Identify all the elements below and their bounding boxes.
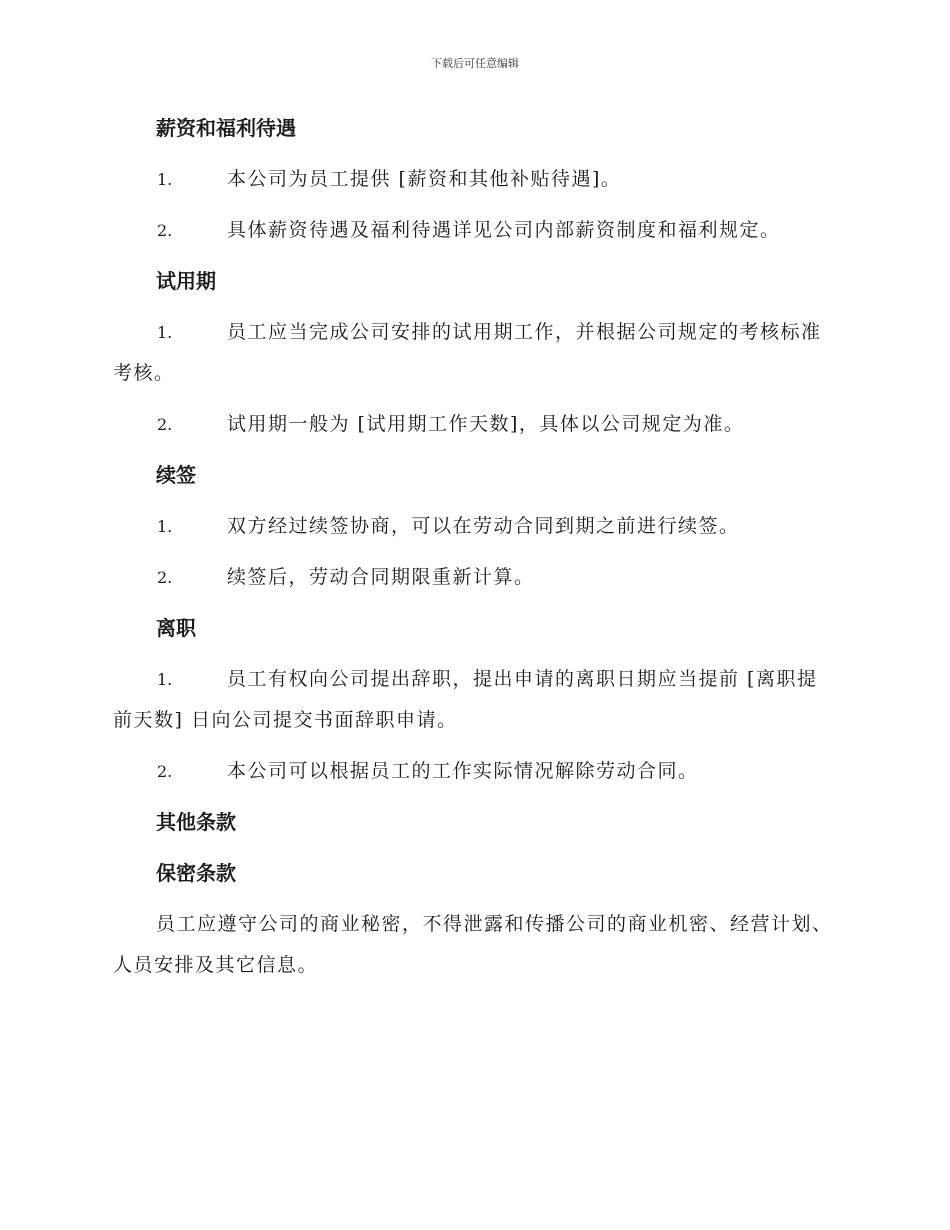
section-heading-salary: 薪资和福利待遇	[156, 116, 296, 140]
list-item	[113, 557, 833, 598]
list-item	[113, 506, 833, 547]
item-number: 1.	[157, 517, 173, 536]
item-text: 双方经过续签协商，可以在劳动合同到期之前进行续签。	[227, 515, 740, 537]
item-text: 员工应当完成公司安排的试用期工作，并根据公司规定的考核标准考核。	[113, 321, 822, 384]
list-item	[113, 404, 833, 445]
item-text: 员工有权向公司提出辞职，提出申请的离职日期应当提前 [离职提前天数] 日向公司提交书面辞职申请。	[113, 668, 818, 731]
item-number: 1.	[157, 670, 173, 689]
item-text: 具体薪资待遇及福利待遇详见公司内部薪资制度和福利规定。	[227, 219, 781, 241]
item-text: 本公司为员工提供 [薪资和其他补贴待遇]。	[227, 168, 622, 190]
section-heading-confidentiality: 保密条款	[156, 861, 236, 885]
list-item	[113, 751, 833, 792]
item-number: 2.	[157, 221, 173, 240]
item-text: 续签后，劳动合同期限重新计算。	[227, 566, 535, 588]
list-item	[113, 659, 833, 741]
item-text: 本公司可以根据员工的工作实际情况解除劳动合同。	[227, 760, 699, 782]
item-number: 2.	[157, 762, 173, 781]
confidentiality-paragraph: 员工应遵守公司的商业秘密，不得泄露和传播公司的商业机密、经营计划、人员安排及其它信息。	[113, 913, 833, 976]
section-heading-other: 其他条款	[156, 810, 236, 834]
list-item	[113, 312, 833, 394]
item-text: 试用期一般为 [试用期工作天数]，具体以公司规定为准。	[227, 413, 745, 435]
section-heading-probation: 试用期	[156, 269, 216, 293]
list-item	[113, 159, 833, 200]
item-number: 1.	[157, 323, 173, 342]
section-heading-renewal: 续签	[156, 463, 196, 487]
list-item	[113, 210, 833, 251]
item-number: 1.	[157, 170, 173, 189]
item-number: 2.	[157, 568, 173, 587]
page-header: 下载后可任意编辑	[431, 57, 519, 70]
document-body	[113, 108, 833, 986]
section-heading-resignation: 离职	[156, 616, 196, 640]
item-number: 2.	[157, 415, 173, 434]
